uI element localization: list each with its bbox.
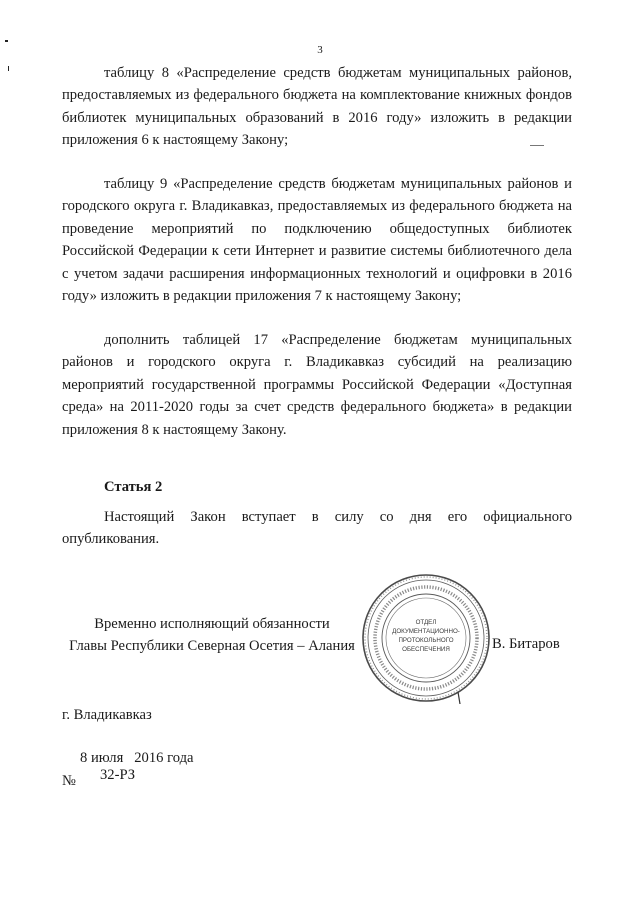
signatory-title bbox=[62, 613, 362, 657]
stamp-text-line: ПРОТОКОЛЬНОГО bbox=[398, 637, 454, 644]
article-text: Настоящий Закон вступает в силу со дня его официального опубликования. bbox=[62, 509, 572, 548]
document-date: 8 июля 2016 года bbox=[80, 750, 194, 766]
stamp-text-line: ОТДЕЛ bbox=[415, 619, 437, 626]
number-label: № bbox=[62, 773, 76, 789]
paragraph-table-8: таблицу 8 «Распределение средств бюджетам муниципальных районов, предоставляемых из федерального бюджета на комплектование книжных фондов библиотек муниципальных образований в 2016 году» изложить в редакции приложения 6 к настоящему Закону; bbox=[62, 65, 572, 149]
signatory-title-line-1: Временно исполняющий обязанности bbox=[94, 616, 330, 632]
signatory-name: В. Битаров bbox=[492, 636, 560, 652]
article-heading: Статья 2 bbox=[104, 479, 163, 495]
official-stamp bbox=[360, 572, 492, 704]
page-number: 3 bbox=[317, 44, 323, 56]
stamp-text-line: ДОКУМЕНТАЦИОННО- bbox=[392, 628, 460, 635]
stamp-text-line: ОБЕСПЕЧЕНИЯ bbox=[402, 646, 450, 653]
scan-artifact bbox=[8, 66, 9, 71]
signatory-title-line-2: Главы Республики Северная Осетия – Алания bbox=[69, 638, 355, 654]
paragraph-table-9: таблицу 9 «Распределение средств бюджетам муниципальных районов и городского округа г. Владикавказ, предоставляемых из федерального бюджета на проведение мероприятий по подключению общедоступных библиотек Российской Федерации к сети Интернет и развитие системы библиотечного дела с учетом задачи расширения информационных технологий и оцифровки в 2016 году» изложить в редакции приложения 7 к настоящему Закону; bbox=[62, 176, 572, 305]
city: г. Владикавказ bbox=[62, 707, 152, 723]
scan-artifact bbox=[5, 40, 8, 42]
document-number: 32-РЗ bbox=[100, 767, 136, 783]
paragraph-table-17: дополнить таблицей 17 «Распределение бюджетам муниципальных районов и городского округа г. Владикавказ субсидий на реализацию мероприятий государственной программы Российской Федерации «Доступная среда» на 2011-2020 годы за счет средств федерального бюджета» в редакции приложения 8 к настоящему Закону. bbox=[62, 332, 572, 438]
